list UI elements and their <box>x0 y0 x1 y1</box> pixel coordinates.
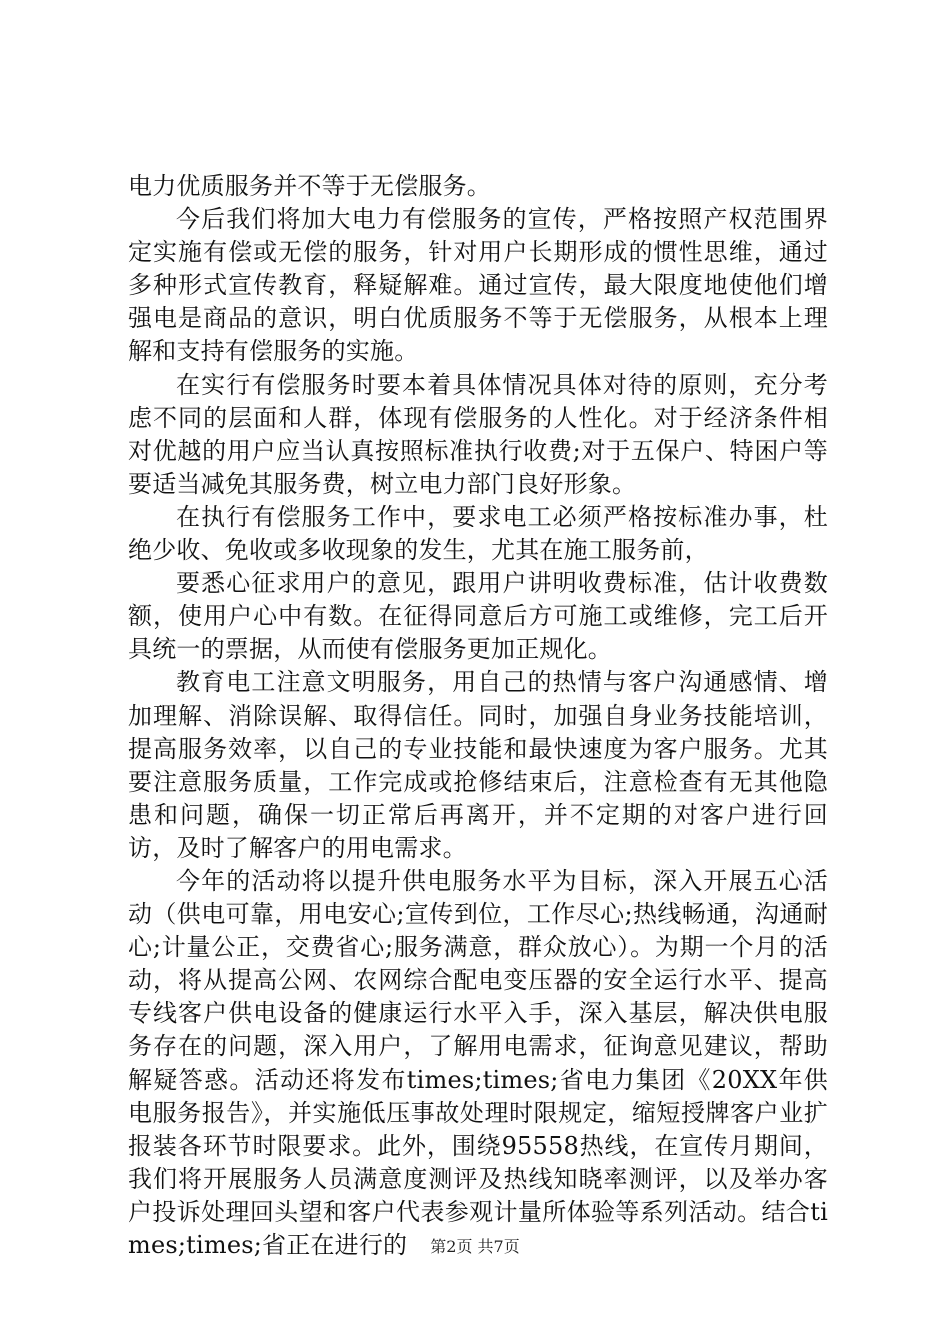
paragraph-user-consultation: 要悉心征求用户的意见，跟用户讲明收费标准，估计收费数额，使用户心中有数。在征得同意后方可施工或维修，完工后开具统一的票据，从而使有偿服务更加正规化。 <box>128 569 828 664</box>
paragraph-civilized-service: 教育电工注意文明服务，用自己的热情与客户沟通感情、增加理解、消除误解、取得信任。同时，加强自身业务技能培训，提高服务效率，以自己的专业技能和最快速度为客户服务。尤其要注意服务质量，工作完成或抢修结束后，注意检查有无其他隐患和问题，确保一切正常后再离开，并不定期的对客户进行回访，及时了解客户的用电需求。 <box>128 668 828 862</box>
paragraph-paid-service-promotion: 今后我们将加大电力有偿服务的宣传，严格按照产权范围界定实施有偿或无偿的服务，针对用户长期形成的惯性思维，通过多种形式宣传教育，释疑解难。通过宣传，最大限度地使他们增强电是商品的意识，明白优质服务不等于无偿服务，从根本上理解和支持有偿服务的实施。 <box>128 205 828 366</box>
page-number-footer: 第2页 共7页 <box>430 1237 520 1256</box>
paragraph-standard-charging: 在执行有偿服务工作中，要求电工必须严格按标准办事，杜绝少收、免收或多收现象的发生，尤其在施工服务前， <box>128 502 828 565</box>
paragraph-continuation: 电力优质服务并不等于无偿服务。 <box>128 172 491 200</box>
document-body <box>128 170 828 1262</box>
paragraph-case-by-case-principle: 在实行有偿服务时要本着具体情况具体对待的原则，充分考虑不同的层面和人群，体现有偿服务的人性化。对于经济条件相对优越的用户应当认真按照标准执行收费;对于五保户、特困户等要适当减免其服务费，树立电力部门良好形象。 <box>128 370 828 498</box>
paragraph-annual-activity: 今年的活动将以提升供电服务水平为目标，深入开展五心活动（供电可靠，用电安心;宣传到位，工作尽心;热线畅通，沟通耐心;计量公正，交费省心;服务满意，群众放心）。为期一个月的活动，将从提高公网、农网综合配电变压器的安全运行水平、提高专线客户供电设备的健康运行水平入手，深入基层，解决供电服务存在的问题，深入用户，了解用电需求，征询意见建议，帮助解疑答惑。活动还将发布times;times;省电力集团《20XX年供电服务报告》，并实施低压事故处理时限规定，缩短授牌客户业扩报装各环节时限要求。此外，围绕95558热线，在宣传月期间，我们将开展服务人员满意度测评及热线知晓率测评，以及举办客户投诉处理回头望和客户代表参观计量所体验等系列活动。结合times;times;省正在进行的 <box>128 866 828 1259</box>
